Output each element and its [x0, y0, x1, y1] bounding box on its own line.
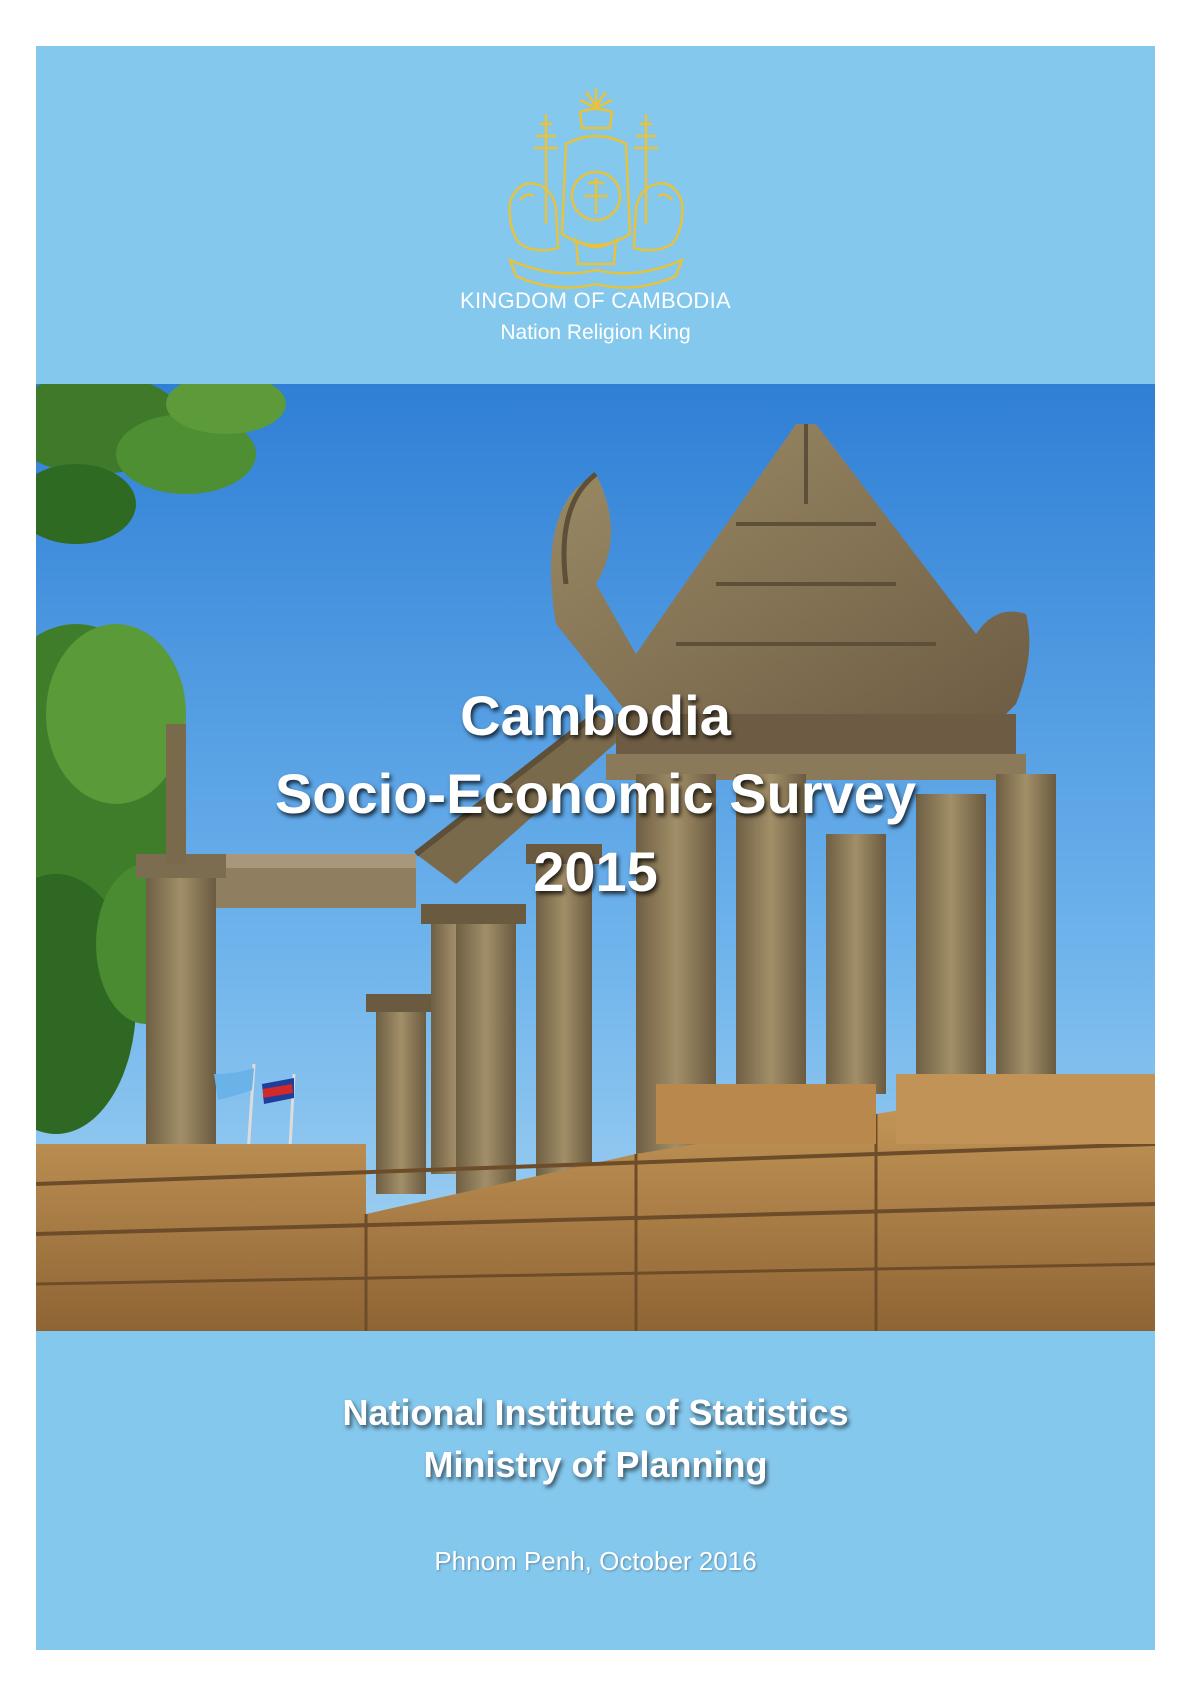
- national-motto: Nation Religion King: [500, 321, 691, 344]
- report-title-year: 2015: [533, 840, 658, 903]
- kingdom-name: KINGDOM OF CAMBODIA: [460, 288, 731, 313]
- royal-coat-of-arms-icon: [496, 84, 696, 306]
- publisher-ministry: Ministry of Planning: [423, 1444, 768, 1485]
- cover-page: [36, 46, 1155, 1650]
- report-title-line-1: Cambodia: [460, 684, 731, 747]
- publisher-institute: National Institute of Statistics: [342, 1392, 849, 1433]
- cover-header: [36, 46, 1155, 384]
- place-and-date: Phnom Penh, October 2016: [434, 1546, 757, 1576]
- report-title-line-2: Socio-Economic Survey: [274, 762, 917, 825]
